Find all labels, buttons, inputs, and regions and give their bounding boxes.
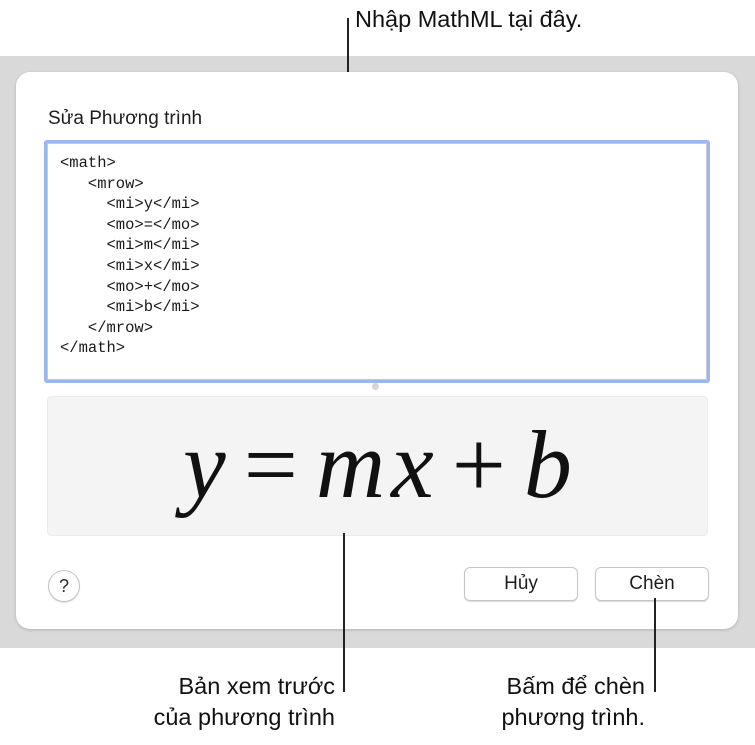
eq-var-b: b [523, 411, 572, 518]
callout-mathml-input: Nhập MathML tại đây. [355, 6, 583, 32]
eq-var-m: m [315, 411, 386, 518]
mathml-editor-inner[interactable] [47, 143, 707, 380]
question-mark-icon: ? [58, 576, 69, 596]
equation-preview [47, 396, 708, 536]
equation-render [48, 411, 707, 518]
dialog-title: Sửa Phương trình [48, 108, 203, 129]
resize-handle[interactable] [372, 383, 379, 390]
mathml-editor[interactable] [44, 140, 710, 383]
eq-var-x: x [391, 411, 434, 518]
cancel-button[interactable]: Hủy [464, 567, 578, 601]
code-line: </math> [60, 339, 126, 358]
callout-preview-line2: của phương trình [153, 704, 335, 730]
code-line: <mrow> [60, 174, 144, 193]
code-line: <mi>b</mi> [60, 298, 200, 317]
code-line: <mi>x</mi> [60, 256, 200, 275]
callout-insert [470, 671, 645, 733]
code-line: <mo>+</mo> [60, 277, 200, 296]
callout-preview [110, 671, 335, 733]
help-button[interactable] [48, 570, 80, 602]
code-line: <mi>m</mi> [60, 236, 200, 255]
eq-var-y: y [183, 411, 226, 518]
eq-equals: = [243, 411, 298, 518]
callout-line-preview [343, 533, 345, 692]
code-line: <mi>y</mi> [60, 195, 200, 214]
code-line: <math> [60, 154, 116, 172]
edit-equation-dialog [16, 72, 738, 629]
insert-button[interactable]: Chèn [595, 567, 709, 601]
callout-insert-line2: phương trình. [501, 704, 645, 730]
mathml-code[interactable] [60, 153, 200, 359]
eq-plus: + [451, 411, 506, 518]
callout-line-insert [654, 598, 656, 692]
code-line: </mrow> [60, 318, 154, 337]
callout-insert-line1: Bấm để chèn [506, 673, 645, 699]
callout-preview-line1: Bản xem trước [178, 673, 335, 699]
code-line: <mo>=</mo> [60, 215, 200, 234]
